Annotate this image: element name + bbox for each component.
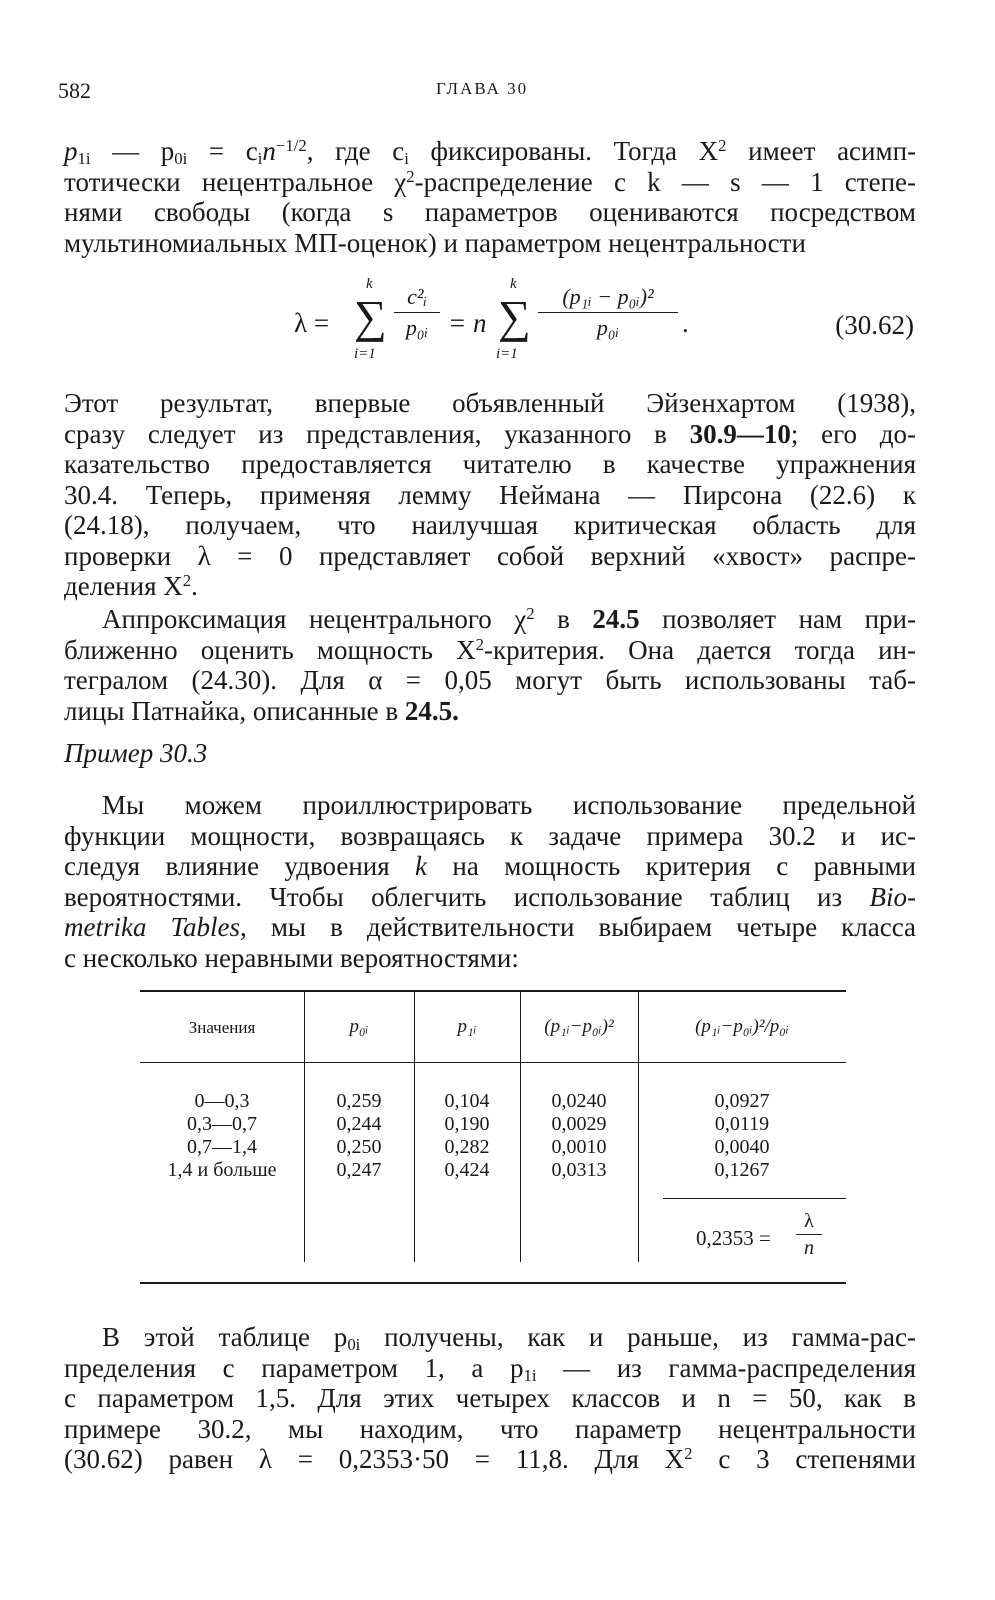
- fraction-2-numerator: (p₁ᵢ − p₀ᵢ)²: [538, 284, 678, 313]
- text-line: (24.18), получаем, что наилучшая критическая область для: [64, 510, 916, 540]
- formula-30-62: [294, 274, 914, 374]
- column-header: p₁ᵢ: [457, 1016, 477, 1037]
- table-cell: 0,0240: [551, 1090, 607, 1112]
- fraction-2-denominator: p₀ᵢ: [596, 315, 620, 340]
- table-cell: 0,0119: [714, 1113, 770, 1135]
- column-header: Значения: [188, 1018, 256, 1037]
- sum-fraction: [796, 1210, 822, 1260]
- text-line: Мы можем проиллюстрировать использование предельной: [102, 790, 916, 820]
- paragraph-3: [64, 790, 916, 973]
- table-cell: 0,244: [336, 1113, 382, 1135]
- text-line: metrika Tables, мы в действительности выбираем четыре класса: [64, 912, 916, 942]
- equation-number: (30.62): [835, 310, 914, 340]
- table-column: [414, 1090, 520, 1182]
- paragraph-1: [64, 388, 916, 602]
- column-header: (p₁ᵢ−p₀ᵢ)²: [544, 1016, 614, 1037]
- text-line: вероятностями. Чтобы облегчить использование таблиц из Bio-: [64, 881, 916, 912]
- formula-end: .: [682, 308, 689, 338]
- text-line: 30.4. Теперь, применяя лемму Неймана — Пирсона (22.6) к: [64, 479, 916, 510]
- text-line: Этот результат, впервые объявленный Эйзенхартом (1938),: [64, 388, 916, 418]
- text-line: следуя влияние удвоения k на мощность критерия с равными: [64, 851, 916, 881]
- fraction-2: [538, 284, 678, 341]
- text-line: мультиномиальных МП-оценок) и параметром нецентральности: [64, 227, 806, 258]
- page-number: 582: [58, 78, 91, 103]
- text-line: ближенно оценить мощность $X^2$-критерия. Она дается тогда ин-: [64, 634, 916, 665]
- text-line: примере 30.2, мы находим, что параметр нецентральности: [64, 1413, 916, 1444]
- text-line: тегралом (24.30). Для α = 0,05 могут быть использованы таб-: [64, 665, 916, 695]
- column-header: p₀ᵢ: [349, 1016, 369, 1037]
- example-title: Пример 30.3: [64, 738, 208, 768]
- fraction-1: [394, 284, 440, 341]
- table-rule-bottom: [140, 1282, 846, 1284]
- intro-paragraph: [64, 136, 916, 258]
- sum-fraction-numerator: λ: [796, 1210, 822, 1235]
- table-column: [520, 1090, 638, 1182]
- fraction-1-denominator: p₀ᵢ: [405, 315, 429, 340]
- text-line: лицы Патнайка, описанные в 24.5.: [64, 695, 459, 726]
- table-cell: 0,0010: [551, 1136, 607, 1158]
- table-cell: 0,0313: [551, 1159, 607, 1181]
- table-cell: 0,104: [444, 1090, 490, 1112]
- table-column: [304, 1090, 414, 1182]
- text-line: с параметром 1,5. Для этих четырех классов и n = 50, как в: [64, 1383, 916, 1413]
- table-column: [140, 1090, 304, 1182]
- table-rule-top: [140, 990, 846, 992]
- data-table: [140, 990, 846, 1286]
- table-cell: 0,7—1,4: [187, 1136, 257, 1158]
- sum-symbol-2: ∑: [498, 291, 531, 342]
- text-line: казательство предоставляется читателю в качестве упражнения: [64, 449, 916, 479]
- table-cell: 0,190: [444, 1113, 490, 1135]
- table-cell: 0,0927: [714, 1090, 770, 1112]
- table-column: [638, 1090, 846, 1182]
- text-line: тотически нецентральное $\chi^2$-распределение с k — s — 1 степе-: [64, 166, 917, 197]
- text-line: $p_{1i}$ — $p_{0i} = c_in^{-1/2}$, где $c_i$ фиксированы. Тогда $X^2$ имеет асимп-: [64, 135, 917, 169]
- table-cell: 0,259: [336, 1090, 382, 1112]
- text-line: нями свободы (когда s параметров оцениваются посредством: [64, 197, 916, 227]
- text-line: функции мощности, возвращаясь к задаче примера 30.2 и ис-: [64, 820, 916, 851]
- table-cell: 0,282: [444, 1136, 490, 1158]
- table-cell: 0,1267: [714, 1159, 770, 1181]
- table-cell: 0,424: [444, 1159, 490, 1181]
- formula-mid: = n: [448, 308, 487, 338]
- table-cell: 0,0040: [714, 1136, 770, 1158]
- text-line: пределения с параметром 1, а $p_{1i}$ — из гамма-распределения: [64, 1352, 916, 1385]
- text-line: проверки λ = 0 представляет собой верхний «хвост» распре-: [64, 540, 916, 571]
- sum-lower-limit-2: i=1: [496, 346, 518, 362]
- text-line: сразу следует из представления, указанного в 30.9—10; его до-: [64, 418, 916, 449]
- table-cell: 0,250: [336, 1136, 382, 1158]
- sum-symbol: ∑: [354, 291, 387, 342]
- sum-lower-limit: i=1: [354, 346, 376, 362]
- text-line: (30.62) равен λ = 0,2353·50 = 11,8. Для $X^2$ с 3 степенями: [64, 1443, 916, 1474]
- sum-value: 0,2353 =: [696, 1226, 771, 1250]
- sum-fraction-denominator: n: [804, 1237, 814, 1259]
- table-cell: 0,247: [336, 1159, 382, 1181]
- text-line: В этой таблице $p_{0i}$ получены, как и раньше, из гамма-рас-: [102, 1322, 916, 1355]
- text-line: с несколько неравными вероятностями:: [64, 942, 519, 973]
- fraction-1-numerator: c²ᵢ: [394, 284, 440, 313]
- text-line: деления $X^2$.: [64, 570, 198, 601]
- sum-upper-limit-2: k: [510, 276, 517, 292]
- sum-upper-limit: k: [366, 276, 373, 292]
- column-header: (p₁ᵢ−p₀ᵢ)²/p₀ᵢ: [695, 1016, 789, 1037]
- table-cell: 0,0029: [551, 1113, 607, 1135]
- table-cell: 1,4 и больше: [167, 1159, 277, 1181]
- text-line: Аппроксимация нецентрального $\chi^2$ в 24.5 позволяет нам при-: [102, 603, 916, 634]
- table-rule-header: [140, 1062, 846, 1063]
- table-cell: 0,3—0,7: [187, 1113, 257, 1135]
- formula-lhs: λ =: [294, 308, 330, 338]
- paragraph-2: [64, 604, 916, 726]
- sum-rule: [663, 1198, 846, 1199]
- paragraph-4: [64, 1322, 916, 1475]
- table-cell: 0—0,3: [194, 1090, 250, 1112]
- chapter-title: ГЛАВА 30: [436, 79, 529, 98]
